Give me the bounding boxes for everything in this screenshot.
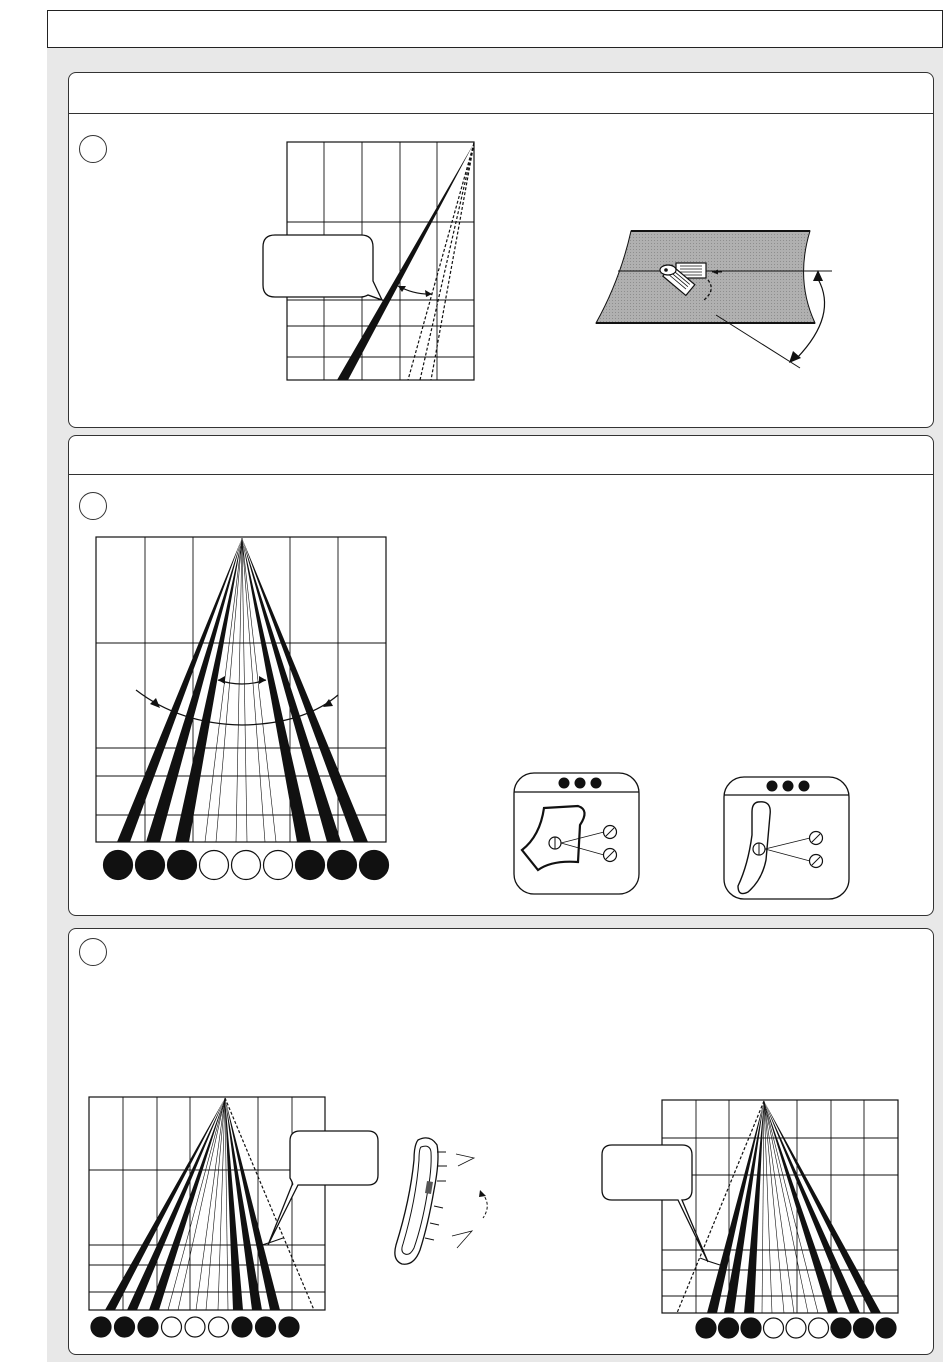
legend-right-segment-3 xyxy=(741,1318,761,1338)
lens-mask-a-dot-3 xyxy=(591,778,602,789)
side-view-callout-bubble xyxy=(263,235,382,300)
lens-rotation-arrow xyxy=(479,1190,486,1197)
top-view-full-pattern-diagram xyxy=(96,537,386,842)
lens-chevron-upper xyxy=(456,1154,474,1166)
legend-full-segment-9 xyxy=(360,851,389,880)
legend-full-segment-3 xyxy=(168,851,197,880)
legend-full-segment-1 xyxy=(104,851,133,880)
legend-right-segment-6 xyxy=(809,1318,829,1338)
lens-mask-b-dot-1 xyxy=(767,781,778,792)
lens-mask-b-dot-3 xyxy=(799,781,810,792)
legend-left-segment-7 xyxy=(232,1317,252,1337)
rotated-pattern-left-diagram xyxy=(89,1097,378,1310)
legend-left-segment-2 xyxy=(115,1317,135,1337)
segment-legend-rotated-left xyxy=(91,1317,299,1337)
lens-mask-b-dot-2 xyxy=(783,781,794,792)
mount-tilt-arrow-top xyxy=(813,270,823,281)
legend-right-segment-4 xyxy=(764,1318,784,1338)
lens-rotation-diagram xyxy=(395,1138,487,1264)
legend-full-segment-4 xyxy=(200,851,229,880)
lens-mask-a-dot-1 xyxy=(559,778,570,789)
legend-left-segment-5 xyxy=(185,1317,205,1337)
segment-legend-full xyxy=(104,851,389,880)
mount-tilt-arrow-bottom xyxy=(789,351,801,363)
legend-full-segment-7 xyxy=(296,851,325,880)
lens-mask-option-b xyxy=(724,777,849,899)
wall-mount-diagram xyxy=(596,231,832,368)
legend-left-segment-1 xyxy=(91,1317,111,1337)
lens-chevron-lower xyxy=(452,1231,472,1248)
legend-full-segment-6 xyxy=(264,851,293,880)
legend-full-segment-5 xyxy=(232,851,261,880)
legend-right-segment-7 xyxy=(831,1318,851,1338)
legend-right-segment-9 xyxy=(876,1318,896,1338)
legend-right-segment-2 xyxy=(719,1318,739,1338)
legend-right-segment-1 xyxy=(696,1318,716,1338)
legend-right-segment-8 xyxy=(854,1318,874,1338)
legend-left-segment-3 xyxy=(138,1317,158,1337)
legend-left-segment-4 xyxy=(162,1317,182,1337)
lens-rotation-arc xyxy=(482,1193,487,1218)
side-view-detection-diagram xyxy=(263,142,474,380)
lens-mask-a-dot-2 xyxy=(575,778,586,789)
legend-full-segment-8 xyxy=(328,851,357,880)
rotated-pattern-right-diagram xyxy=(602,1100,898,1313)
segment-legend-rotated-right xyxy=(696,1318,896,1338)
legend-full-segment-2 xyxy=(136,851,165,880)
legend-right-segment-5 xyxy=(786,1318,806,1338)
legend-left-segment-6 xyxy=(209,1317,229,1337)
legend-left-segment-9 xyxy=(279,1317,299,1337)
lens-mask-option-a xyxy=(514,773,639,894)
legend-left-segment-8 xyxy=(256,1317,276,1337)
